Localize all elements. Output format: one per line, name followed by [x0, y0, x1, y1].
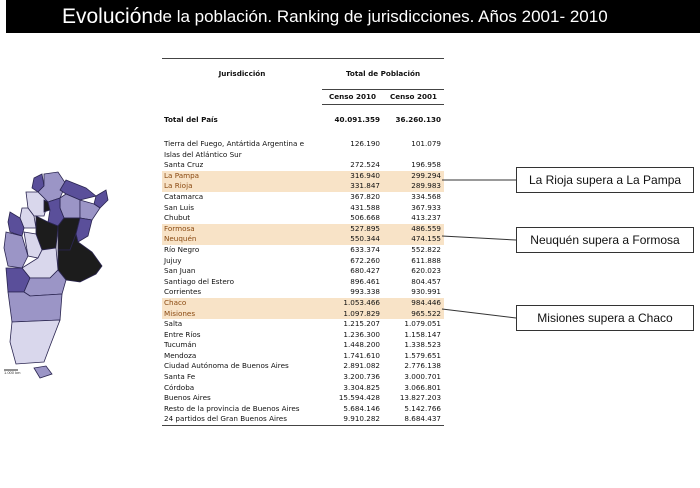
total-2010: 40.091.359 — [334, 115, 380, 124]
col-header-2010: Censo 2010 — [322, 90, 383, 105]
callout-rioja: La Rioja supera a La Pampa — [516, 167, 694, 193]
col-header-2001: Censo 2001 — [383, 90, 444, 105]
callout-misiones: Misiones supera a Chaco — [516, 305, 694, 331]
row-name: Chaco — [162, 298, 322, 309]
row-name: Jujuy — [164, 255, 182, 265]
row-value-2001: 5.142.766 — [404, 403, 442, 413]
row-value-2010: 1.215.207 — [343, 319, 380, 329]
row-value-2010: 15.594.428 — [338, 393, 380, 403]
row-value-2001: 1.338.523 — [404, 340, 442, 350]
row-value-2001: 1.579.651 — [404, 350, 442, 360]
row-name: Santa Fe — [164, 372, 196, 382]
total-2001: 36.260.130 — [395, 115, 442, 124]
row-value-2001: 965.522 — [383, 309, 444, 320]
col-header-total: Total de Población — [322, 59, 444, 90]
row-value-2010: 9.910.282 — [322, 414, 383, 425]
row-name: Tierra del Fuego, Antártida Argentina e — [164, 139, 305, 148]
row-name: Catamarca — [164, 191, 204, 201]
row-name: Misiones — [162, 309, 322, 320]
row-value-2001: 486.559 — [383, 224, 444, 235]
row-value-2001: 289.983 — [383, 181, 444, 192]
row-value-2010: 1.053.466 — [322, 298, 383, 309]
row-value-2001: 620.023 — [411, 266, 442, 276]
map-scale-label: 1.000 km — [4, 370, 21, 375]
row-name: Salta — [164, 319, 183, 329]
row-value-2001: 984.446 — [383, 298, 444, 309]
row-value-2001: 611.888 — [411, 255, 442, 265]
row-name: Neuquén — [162, 234, 322, 245]
row-value-2010: 3.200.736 — [343, 372, 380, 382]
row-name: Ciudad Autónoma de Buenos Aires — [164, 361, 289, 371]
row-value-2010: 1.236.300 — [343, 329, 380, 339]
row-value-2010: 896.461 — [350, 276, 380, 286]
row-name: Santa Cruz — [164, 160, 204, 170]
row-value-2010: 993.338 — [350, 287, 380, 297]
row-value-2010: 527.895 — [322, 224, 383, 235]
row-value-2001: 101.079 — [411, 139, 442, 148]
row-name: Corrientes — [164, 287, 202, 297]
row-value-2010: 3.304.825 — [343, 382, 380, 392]
row-value-2001: 8.684.437 — [383, 414, 444, 425]
row-value-2010: 633.374 — [350, 244, 380, 254]
row-name: Buenos Aires — [164, 393, 211, 403]
row-value-2010: 680.427 — [350, 266, 380, 276]
row-name: Chubut — [164, 213, 191, 223]
row-name: La Pampa — [162, 171, 322, 182]
col-header-jurisdiccion: Jurisdicción — [162, 59, 322, 90]
total-label: Total del País — [164, 115, 218, 124]
row-name: Río Negro — [164, 244, 200, 254]
row-value-2010: 672.260 — [350, 255, 380, 265]
row-value-2001: 413.237 — [411, 213, 442, 223]
row-value-2010: 2.891.082 — [343, 361, 380, 371]
row-name: San Luis — [164, 202, 194, 212]
row-value-2001: 334.568 — [411, 191, 442, 201]
title-main: Evolución — [62, 4, 154, 28]
row-value-2010: 506.668 — [350, 213, 380, 223]
row-value-2010: 1.448.200 — [343, 340, 380, 350]
row-value-2001: 3.000.701 — [404, 372, 442, 382]
row-value-2001: 552.822 — [411, 244, 442, 254]
row-value-2010: 550.344 — [322, 234, 383, 245]
row-value-2001: 804.457 — [411, 276, 442, 286]
row-value-2010: 367.820 — [350, 191, 380, 201]
row-value-2010: 316.940 — [322, 171, 383, 182]
row-value-2010: 1.097.829 — [322, 309, 383, 320]
row-value-2010: 272.524 — [350, 160, 380, 170]
row-name: Santiago del Estero — [164, 276, 234, 286]
row-value-2010: 5.684.146 — [343, 403, 380, 413]
row-value-2001: 474.155 — [383, 234, 444, 245]
row-name: 24 partidos del Gran Buenos Aires — [162, 414, 322, 425]
row-name: La Rioja — [162, 181, 322, 192]
row-name: Córdoba — [164, 382, 195, 392]
row-value-2010: 126.190 — [350, 139, 380, 148]
row-value-2001: 196.958 — [411, 160, 442, 170]
row-value-2001: 3.066.801 — [404, 382, 442, 392]
row-name: Entre Ríos — [164, 329, 201, 339]
row-name: Resto de la provincia de Buenos Aires — [164, 403, 300, 413]
row-value-2001: 367.933 — [411, 202, 442, 212]
row-name: San Juan — [164, 266, 196, 276]
row-value-2001: 2.776.138 — [404, 361, 442, 371]
row-value-2001: 299.294 — [383, 171, 444, 182]
row-value-2010: 1.741.610 — [343, 350, 380, 360]
row-value-2001: 930.991 — [411, 287, 442, 297]
row-value-2001: 1.079.051 — [404, 319, 442, 329]
row-value-2001: 13.827.203 — [399, 393, 442, 403]
row-value-2001: 1.158.147 — [404, 329, 442, 339]
row-name: Formosa — [162, 224, 322, 235]
row-value-2010: 331.847 — [322, 181, 383, 192]
row-value-2010: 431.588 — [350, 202, 380, 212]
row-name: Islas del Atlántico Sur — [164, 149, 242, 159]
row-name: Mendoza — [164, 350, 197, 360]
title-rest: de la población. Ranking de jurisdicciones. Años 2001- 2010 — [153, 6, 608, 26]
callout-neuquen: Neuquén supera a Formosa — [516, 227, 694, 253]
row-name: Tucumán — [164, 340, 197, 350]
